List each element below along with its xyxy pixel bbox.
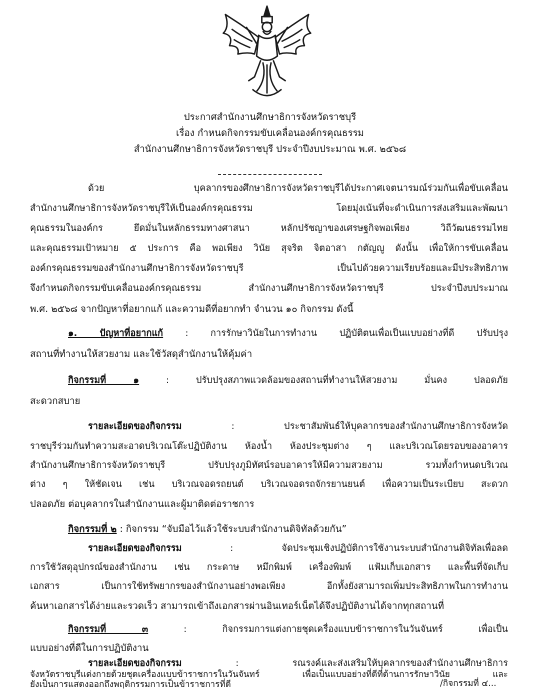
activity-3-detail-line: ยังเป็นการแสดงออกถึงพฤติกรรมการเป็นข้าราชการที่ดี [30, 680, 231, 690]
activity-2-text: : กิจกรรม “จับมือไว้แล้วใช้ระบบสำนักงานดิจิทัลด้วยกัน” [116, 524, 347, 535]
intro-line: ด้วย บุคลากรของศึกษาธิการจังหวัดราชบุรีได้ประกาศเจตนารมณ์ร่วมกันเพื่อขับเคลื่อน [88, 184, 508, 194]
activity-1-label: กิจกรรมที่ ๑ [68, 376, 140, 386]
intro-line: จึงกำหนดกิจกรรมขับเคลื่อนองค์กรคุณธรรม สำนักงานศึกษาธิการจังหวัดราชบุรี ประจำปีงบประมาณ [30, 284, 508, 294]
activity-2-detail-line: เอกสาร เป็นการใช้ทรัพยากรของสำนักงานอย่างพอเพียง อีกทั้งยังสามารถเพิ่มประสิทธิภาพในการทำงาน [30, 582, 508, 592]
activity-1-text: : ปรับปรุงสภาพแวดล้อมของสถานที่ทำงานให้สวยงาม มั่นคง ปลอดภัย [139, 376, 508, 386]
activity-1-heading [68, 375, 508, 388]
activity-1-detail-label: รายละเอียดของกิจกรรม [88, 422, 182, 432]
activity-2-detail-first: : จัดประชุมเชิงปฏิบัติการใช้งานระบบสำนักงานดิจิทัลเพื่อลด [181, 544, 508, 554]
announcement-title: ประกาศสำนักงานศึกษาธิการจังหวัดราชบุรี [183, 112, 357, 123]
announcement-fiscal-year: สำนักงานศึกษาธิการจังหวัดราชบุรี ประจำปีงบประมาณ พ.ศ. ๒๕๖๘ [133, 144, 407, 155]
activity-3-heading [68, 624, 508, 637]
problem-text: : การรักษาวินัยในการทำงาน ปฏิบัติตนเพื่อเป็นแบบอย่างที่ดี ปรับปรุง [163, 329, 509, 339]
intro-line: พ.ศ. ๒๕๖๘ จากปัญหาที่อยากแก้ และความดีที่อยากทำ จำนวน ๑๐ กิจกรรม ดังนี้ [30, 304, 354, 315]
activity-1-detail-first: : ประชาสัมพันธ์ให้บุคลากรของสำนักงานศึกษาธิการจังหวัด [181, 422, 508, 432]
intro-line: และคุณธรรมเป้าหมาย ๕ ประการ คือ พอเพียง วินัย สุจริต จิตอาสา กตัญญู ดังนั้น เพื่อให้การขับเคลื่อน [30, 244, 508, 254]
activity-2-detail-label: รายละเอียดของกิจกรรม [88, 544, 182, 554]
activity-3-detail-label: รายละเอียดของกิจกรรม [88, 659, 182, 669]
activity-3-label: กิจกรรมที่ ๓ [68, 625, 149, 635]
announcement-subject: เรื่อง กำหนดกิจกรรมขับเคลื่อนองค์กรคุณธรรม [176, 128, 364, 139]
problem-label: ๑. ปัญหาที่อยากแก้ [68, 329, 164, 339]
activity-3-line2: แบบอย่างที่ดีในการปฏิบัติงาน [30, 643, 149, 654]
activity-2-heading [68, 523, 347, 536]
activity-1-detail-heading [88, 421, 508, 434]
intro-line: สำนักงานศึกษาธิการจังหวัดราชบุรีให้เป็นองค์กรคุณธรรม โดยมุ่งเน้นที่จะดำเนินการส่งเสริมและพัฒนา [30, 204, 508, 214]
intro-line: องค์กรคุณธรรมของสำนักงานศึกษาธิการจังหวัดราชบุรี เป็นไปด้วยความเรียบร้อยและมีประสิทธิภาพ [30, 264, 508, 274]
activity-2-detail-heading [88, 543, 508, 556]
activity-3-text: : กิจกรรมการแต่งกายชุดเครื่องแบบข้าราชการในวันจันทร์ เพื่อเป็น [148, 625, 508, 635]
activity-1-detail-line: ราชบุรีร่วมกันทำความสะอาดบริเวณโต๊ะปฏิบัติงาน ห้องน้ำ ห้องประชุมต่าง ๆ และบริเวณโดยรอบของอาคาร [30, 442, 508, 452]
activity-2-label: กิจกรรมที่ ๒ [68, 524, 117, 535]
activity-1-line2: สะดวกสบาย [30, 396, 81, 407]
header-divider [218, 174, 322, 175]
activity-2-detail-line: การใช้วัสดุอุปกรณ์ของสำนักงาน เช่น กระดาษ หมึกพิมพ์ เครื่องพิมพ์ แฟ้มเก็บเอกสาร และพื้นที่จัดเก็บ [30, 563, 508, 573]
garuda-emblem-icon [215, 2, 319, 106]
continuation-marker: /กิจกรรมที่ ๔... [440, 679, 497, 689]
intro-line: คุณธรรมในองค์กร ยึดมั่นในหลักธรรมทางศาสนา หลักปรัชญาของเศรษฐกิจพอเพียง วิถีวัฒนธรรมไทย [30, 224, 508, 234]
activity-3-detail-line: จังหวัดราชบุรีแต่งกายด้วยชุดเครื่องแบบข้าราชการในวันจันทร์ เพื่อเป็นแบบอย่างที่ดีที่ด้านการรักษาวินัย และ [30, 670, 508, 680]
activity-1-detail-line: ปลอดภัย ต่อบุคลากรในสำนักงานและผู้มาติดต่อราชการ [30, 499, 255, 510]
problem-statement [68, 328, 508, 341]
problem-line2: สถานที่ทำงานให้สวยงาม และใช้วัสดุสำนักงานให้คุ้มค่า [30, 349, 253, 360]
activity-3-detail-first: : รณรงค์และส่งเสริมให้บุคลากรของสำนักงานศึกษาธิการ [181, 659, 508, 669]
activity-2-detail-line: ค้นหาเอกสารได้ง่ายและรวดเร็ว สามารถเข้าถึงเอกสารผ่านอินเทอร์เน็ตได้จึงปฏิบัติงานได้จากทุกสถานที่ [30, 601, 445, 612]
activity-1-detail-line: ต่าง ๆ ให้ชัดเจน เช่น บริเวณจอดรถยนต์ บริเวณจอดรถจักรยานยนต์ เพื่อความเป็นระเบียบ สะดวก [30, 480, 508, 490]
activity-1-detail-line: สำนักงานศึกษาธิการจังหวัดราชบุรี ปรับปรุงภูมิทัศน์รอบอาคารให้มีความสวยงาม รวมทั้งกำหนดบริเวณ [30, 461, 508, 471]
